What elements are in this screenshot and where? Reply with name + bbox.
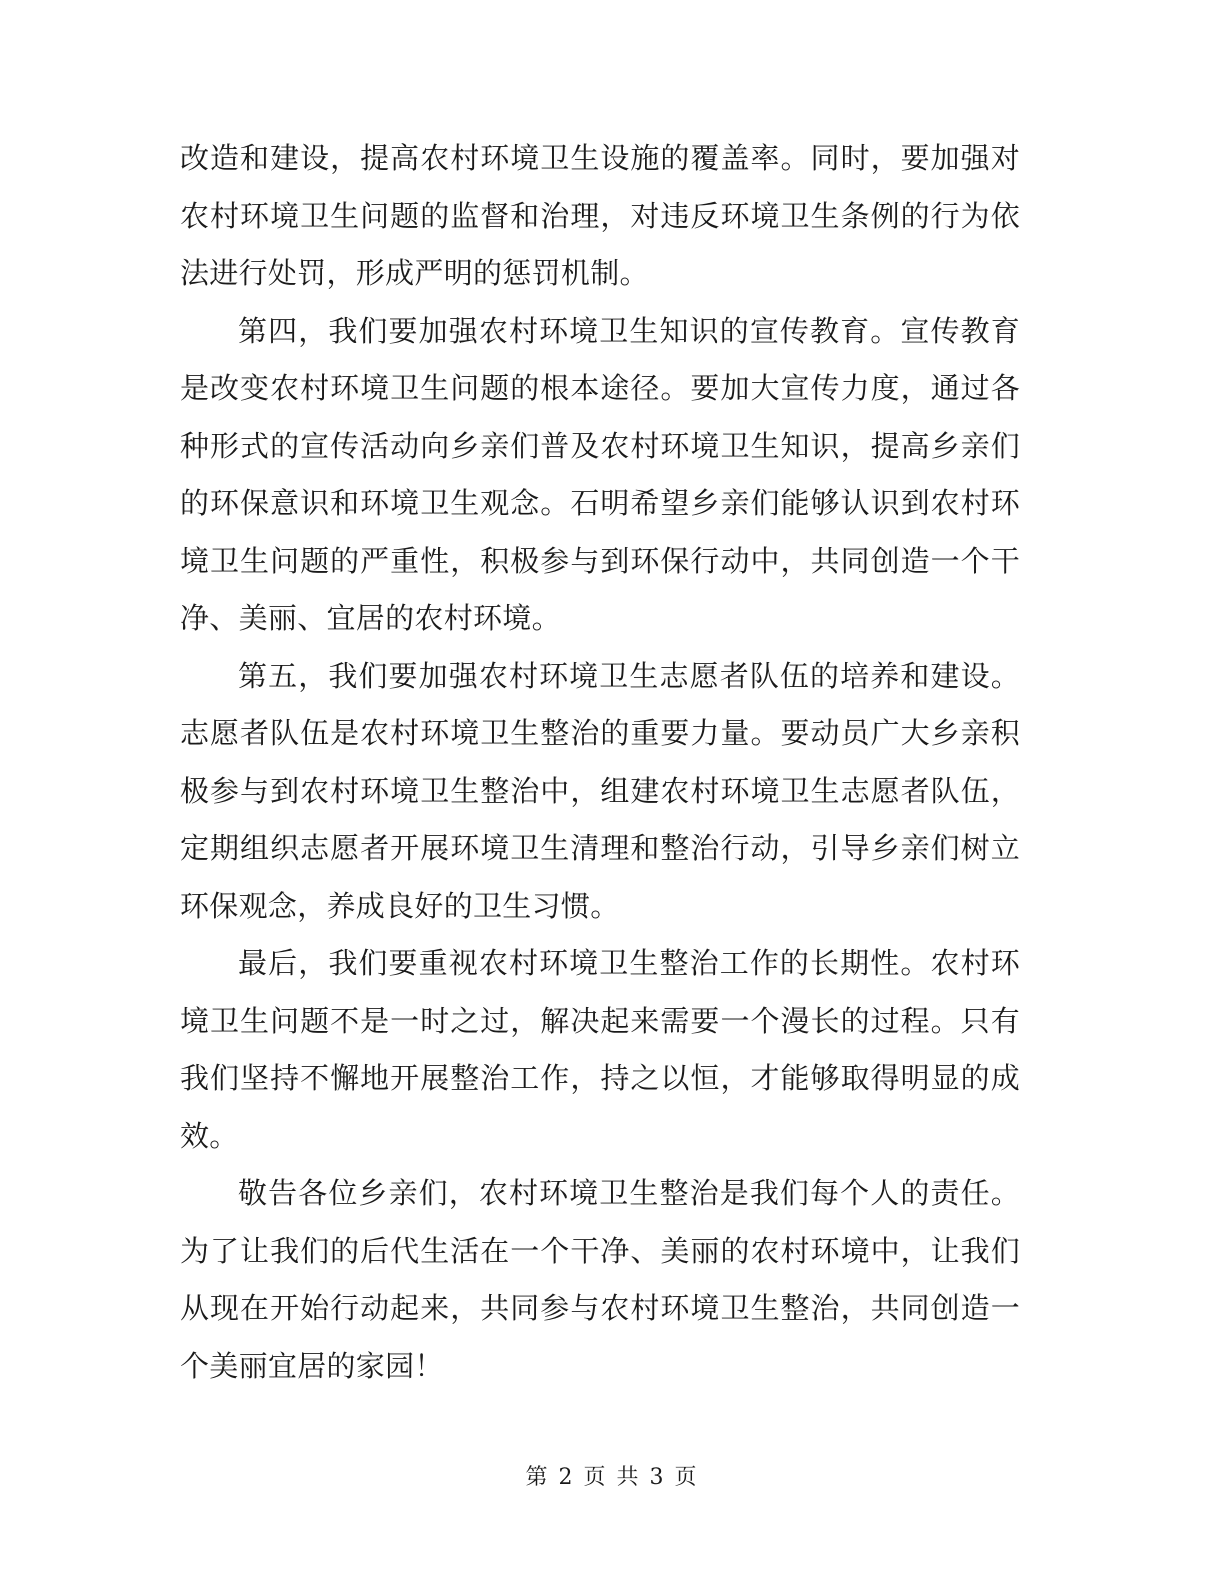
- paragraph-finally: 最后，我们要重视农村环境卫生整治工作的长期性。农村环境卫生问题不是一时之过，解决起来需要一个漫长的过程。只有我们坚持不懈地开展整治工作，持之以恒，才能够取得明显的成效。: [180, 946, 1020, 1153]
- paragraph-closing-appeal: 敬告各位乡亲们，农村环境卫生整治是我们每个人的责任。为了让我们的后代生活在一个干净、美丽的农村环境中，让我们从现在开始行动起来，共同参与农村环境卫生整治，共同创造一个美丽宜居的家园！: [180, 1176, 1020, 1383]
- paragraph-fourth-point: 第四，我们要加强农村环境卫生知识的宣传教育。宣传教育是改变农村环境卫生问题的根本途径。要加大宣传力度，通过各种形式的宣传活动向乡亲们普及农村环境卫生知识，提高乡亲们的环保意识和环境卫生观念。石明希望乡亲们能够认识到农村环境卫生问题的严重性，积极参与到环保行动中，共同创造一个干净、美丽、宜居的农村环境。: [180, 313, 1020, 635]
- page-number-footer: 第 2 页 共 3 页: [525, 1465, 699, 1490]
- paragraph-continuation: 改造和建设，提高农村环境卫生设施的覆盖率。同时，要加强对农村环境卫生问题的监督和治理，对违反环境卫生条例的行为依法进行处罚，形成严明的惩罚机制。: [180, 141, 1020, 290]
- paragraph-fifth-point: 第五，我们要加强农村环境卫生志愿者队伍的培养和建设。志愿者队伍是农村环境卫生整治的重要力量。要动员广大乡亲积极参与到农村环境卫生整治中，组建农村环境卫生志愿者队伍，定期组织志愿者开展环境卫生清理和整治行动，引导乡亲们树立环保观念，养成良好的卫生习惯。: [180, 658, 1020, 923]
- document-body: [180, 130, 1020, 1395]
